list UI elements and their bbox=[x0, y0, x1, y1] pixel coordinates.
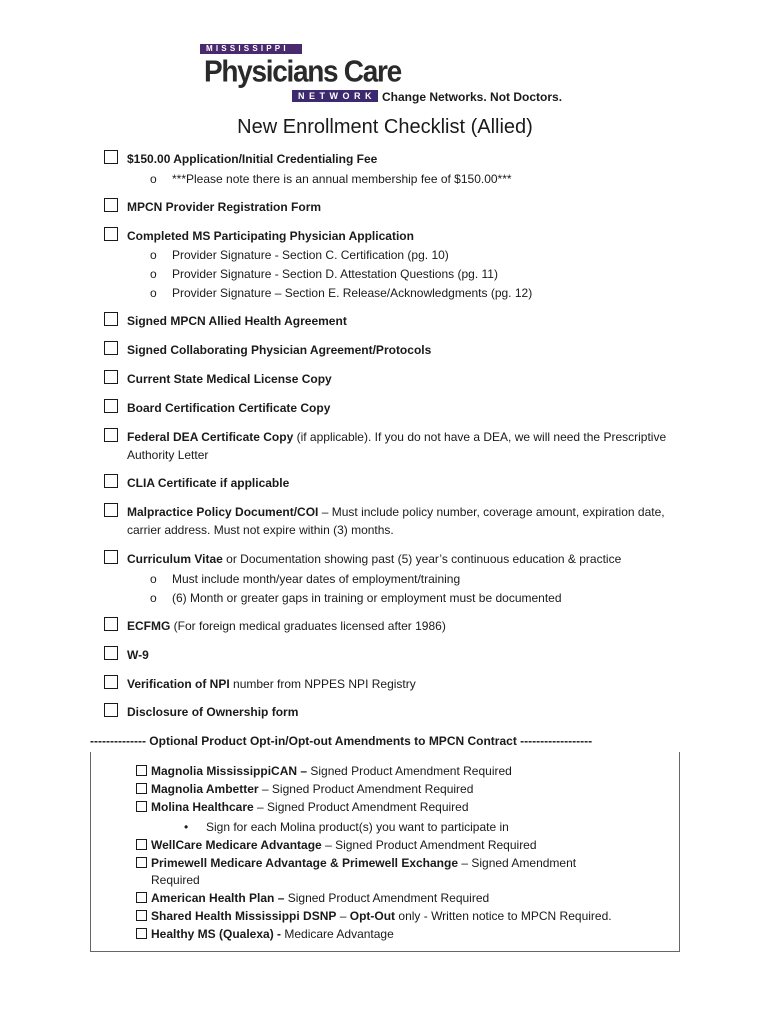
option-item: Healthy MS (Qualexa) - Medicare Advantage bbox=[136, 925, 394, 943]
option-item: Shared Health Mississippi DSNP – Opt-Out only - Written notice to MPCN Required. bbox=[136, 907, 612, 925]
checkbox[interactable] bbox=[104, 550, 118, 564]
item-detail: (if applicable). If you do not have a DEA, we will need the Prescriptive Authority Letter bbox=[127, 430, 667, 462]
item-label: Board Certification Certificate Copy bbox=[127, 401, 331, 415]
checkbox[interactable] bbox=[136, 857, 147, 868]
item-detail: number from NPPES NPI Registry bbox=[229, 677, 416, 691]
logo-tagline: Change Networks. Not Doctors. bbox=[382, 90, 563, 104]
checklist-item bbox=[104, 370, 684, 388]
checklist-item bbox=[104, 341, 684, 359]
sub-item: o Must include month/year dates of employment/training bbox=[150, 572, 461, 586]
option-item: Magnolia Ambetter – Signed Product Amendment Required bbox=[136, 780, 473, 798]
checkbox[interactable] bbox=[136, 801, 147, 812]
checkbox[interactable] bbox=[136, 839, 147, 850]
checkbox[interactable] bbox=[136, 765, 147, 776]
checklist-item bbox=[104, 150, 684, 168]
checkbox[interactable] bbox=[104, 370, 118, 384]
item-detail: (For foreign medical graduates licensed after 1986) bbox=[170, 619, 446, 633]
checklist-item bbox=[104, 474, 684, 492]
logo-top-text: MISSISSIPPI bbox=[200, 44, 302, 54]
option-item-continued: Required bbox=[151, 873, 200, 887]
checkbox[interactable] bbox=[136, 910, 147, 921]
checkbox[interactable] bbox=[104, 503, 118, 517]
item-label: $150.00 Application/Initial Credentialing Fee bbox=[127, 152, 378, 166]
item-label: CLIA Certificate if applicable bbox=[127, 476, 290, 490]
sub-item: o ***Please note there is an annual membership fee of $150.00*** bbox=[150, 172, 512, 186]
checklist-item bbox=[104, 312, 684, 330]
item-label: Current State Medical License Copy bbox=[127, 372, 332, 386]
item-label: Malpractice Policy Document/COI bbox=[127, 505, 319, 519]
sub-item: o (6) Month or greater gaps in training or employment must be documented bbox=[150, 591, 562, 605]
item-label: Completed MS Participating Physician Application bbox=[127, 229, 414, 243]
item-label: MPCN Provider Registration Form bbox=[127, 200, 322, 214]
logo-main-text: Physicians Care bbox=[204, 54, 401, 89]
sub-item: o Provider Signature - Section D. Attestation Questions (pg. 11) bbox=[150, 267, 498, 281]
sub-item: o Provider Signature - Section C. Certification (pg. 10) bbox=[150, 248, 449, 262]
checkbox[interactable] bbox=[104, 675, 118, 689]
item-label: W-9 bbox=[127, 648, 149, 662]
bullet-icon: • bbox=[184, 820, 189, 834]
checklist-item bbox=[104, 550, 684, 568]
item-label: Federal DEA Certificate Copy bbox=[127, 430, 294, 444]
item-detail: – Must include policy number, coverage amount, expiration date, carrier address. Must not expire within (3) months. bbox=[127, 505, 665, 537]
checkbox[interactable] bbox=[104, 646, 118, 660]
checklist-item bbox=[104, 646, 684, 664]
option-item: Magnolia MississippiCAN – Signed Product Amendment Required bbox=[136, 762, 512, 780]
checklist-item bbox=[104, 617, 684, 635]
checklist-item bbox=[104, 399, 684, 417]
option-item: WellCare Medicare Advantage – Signed Product Amendment Required bbox=[136, 836, 537, 854]
checklist-item bbox=[104, 227, 684, 245]
checkbox[interactable] bbox=[104, 399, 118, 413]
checkbox[interactable] bbox=[104, 341, 118, 355]
option-bullet: • Sign for each Molina product(s) you want to participate in bbox=[184, 820, 509, 834]
logo-network-text: NETWORK bbox=[292, 90, 378, 102]
page-title: New Enrollment Checklist (Allied) bbox=[237, 116, 533, 138]
checkbox[interactable] bbox=[104, 198, 118, 212]
checkbox[interactable] bbox=[104, 474, 118, 488]
checkbox[interactable] bbox=[136, 928, 147, 939]
checklist-item bbox=[104, 198, 684, 216]
item-label: Curriculum Vitae bbox=[127, 552, 223, 566]
logo bbox=[200, 44, 580, 112]
option-item: Primewell Medicare Advantage & Primewell Exchange – Signed Amendment bbox=[136, 854, 576, 872]
checkbox[interactable] bbox=[136, 892, 147, 903]
item-label: ECFMG bbox=[127, 619, 171, 633]
checkbox[interactable] bbox=[104, 617, 118, 631]
optional-section-heading: -------------- Optional Product Opt-in/Opt-out Amendments to MPCN Contract ------------------ bbox=[90, 734, 593, 748]
checkbox[interactable] bbox=[104, 227, 118, 241]
checklist-item bbox=[104, 503, 684, 539]
checkbox[interactable] bbox=[104, 312, 118, 326]
checklist-item bbox=[104, 428, 684, 464]
option-item: Molina Healthcare – Signed Product Amendment Required bbox=[136, 798, 469, 816]
checkbox[interactable] bbox=[104, 150, 118, 164]
option-item: American Health Plan – Signed Product Amendment Required bbox=[136, 889, 489, 907]
checkbox[interactable] bbox=[104, 703, 118, 717]
item-label: Disclosure of Ownership form bbox=[127, 705, 299, 719]
sub-item: o Provider Signature – Section E. Release/Acknowledgments (pg. 12) bbox=[150, 286, 533, 300]
checkbox[interactable] bbox=[104, 428, 118, 442]
checklist-item bbox=[104, 675, 684, 693]
item-label: Signed MPCN Allied Health Agreement bbox=[127, 314, 347, 328]
item-label: Signed Collaborating Physician Agreement/Protocols bbox=[127, 343, 432, 357]
checkbox[interactable] bbox=[136, 783, 147, 794]
item-detail: or Documentation showing past (5) year’s continuous education & practice bbox=[222, 552, 622, 566]
checklist-item bbox=[104, 703, 684, 721]
item-label: Verification of NPI bbox=[127, 677, 230, 691]
